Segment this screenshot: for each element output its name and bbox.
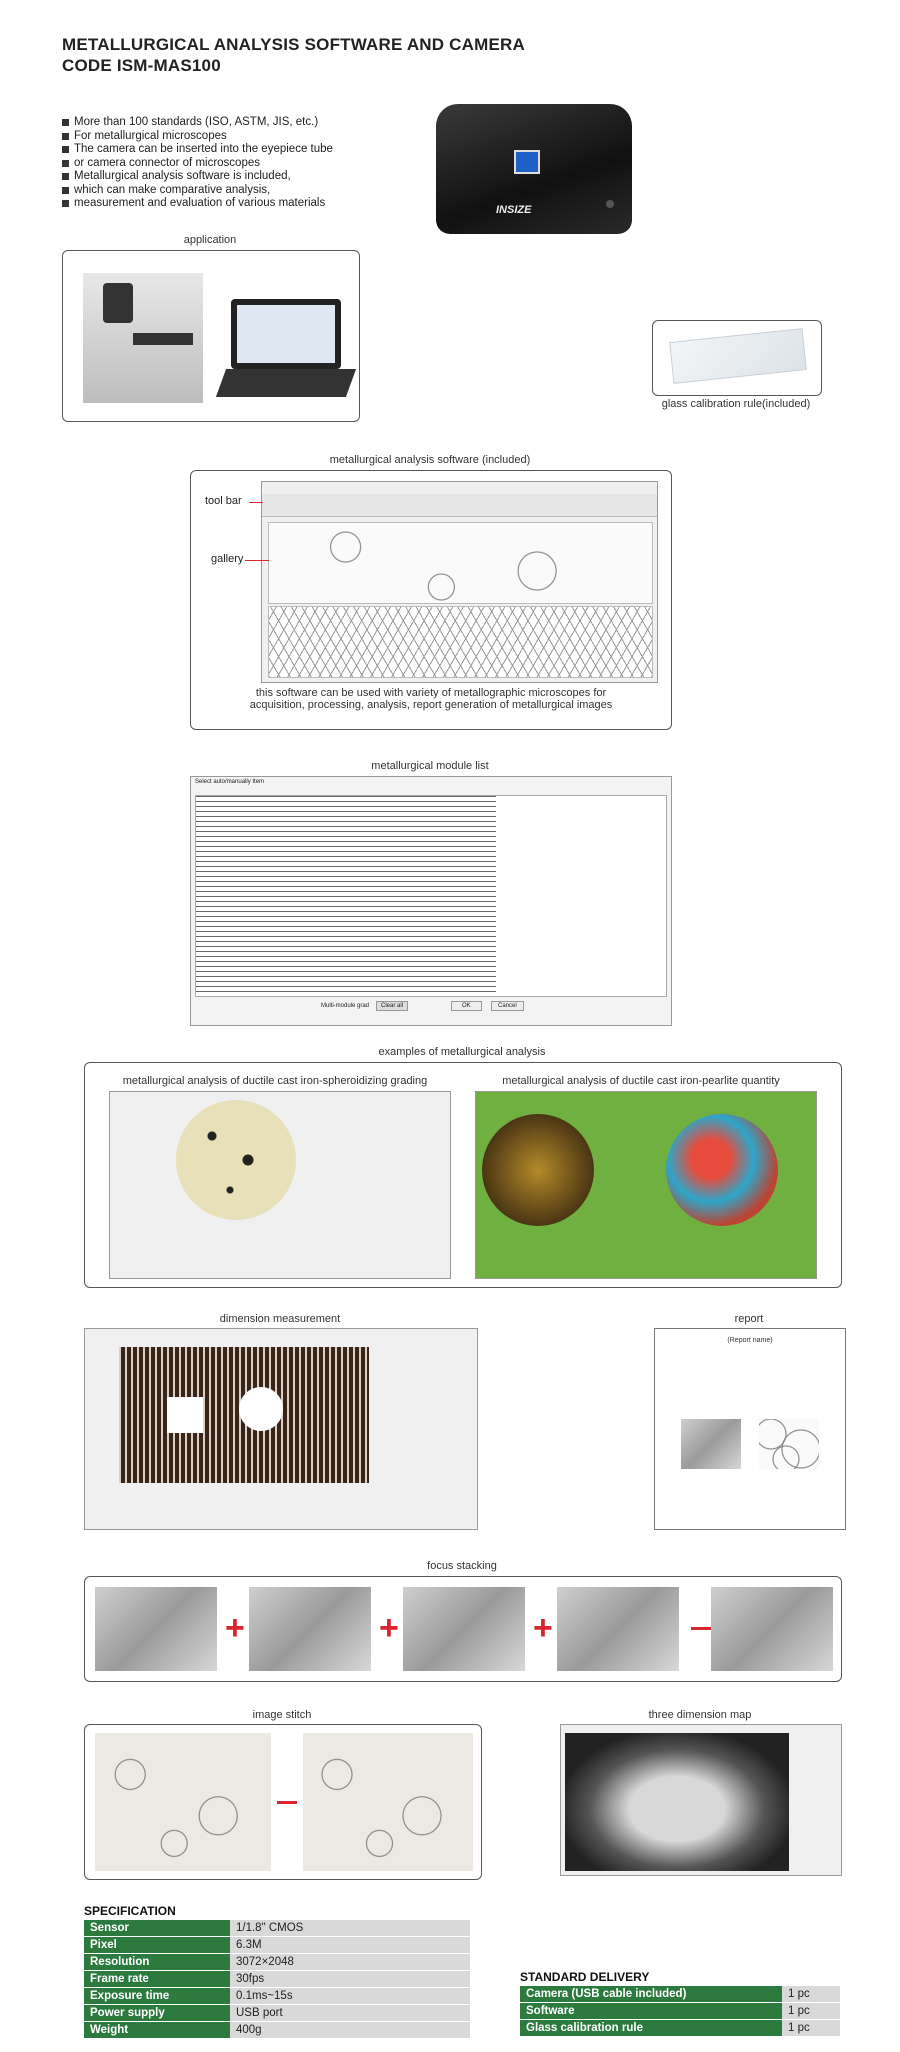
- focus-image-3: [403, 1587, 525, 1671]
- plus-icon: +: [533, 1609, 553, 1647]
- feature-item: which can make comparative analysis,: [62, 184, 333, 198]
- clear-all-button[interactable]: Clear all: [376, 1001, 408, 1011]
- led-icon: [606, 200, 614, 208]
- caption-report: report: [734, 1313, 764, 1325]
- laptop-image: [231, 299, 341, 369]
- table-row: Exposure time 0.1ms~15s: [84, 1988, 470, 2005]
- table-row: Resolution 3072×2048: [84, 1954, 470, 1971]
- calibration-rule-image: [669, 328, 807, 384]
- caption-application: application: [183, 234, 237, 246]
- specification-table: [84, 1920, 470, 2039]
- table-row: Power supply USB port: [84, 2005, 470, 2022]
- calibration-image-box: [652, 320, 822, 396]
- pearlite-sample-image: [482, 1114, 594, 1226]
- caption-calibration: glass calibration rule(included): [661, 398, 811, 410]
- title-line-1: METALLURGICAL ANALYSIS SOFTWARE AND CAMERA: [62, 35, 525, 54]
- feature-item: For metallurgical microscopes: [62, 130, 333, 144]
- feature-item: Metallurgical analysis software is included,: [62, 170, 333, 184]
- laptop-base: [216, 369, 356, 397]
- caption-three-d: three dimension map: [648, 1709, 752, 1721]
- caption-module-list: metallurgical module list: [371, 760, 489, 772]
- microscope-image: [83, 273, 203, 403]
- table-row: Software 1 pc: [520, 2003, 840, 2020]
- software-toolbar: [262, 494, 657, 517]
- cancel-button[interactable]: Cancel: [491, 1001, 524, 1011]
- table-row: Sensor 1/1.8" CMOS: [84, 1920, 470, 1937]
- gallery-thumbnails-row1: [268, 522, 653, 604]
- arrow-right-icon: [691, 1627, 711, 1630]
- software-desc-line-1: this software can be used with variety of metallographic microscopes for: [255, 687, 607, 699]
- table-row: Camera (USB cable included) 1 pc: [520, 1986, 840, 2003]
- feature-item: More than 100 standards (ISO, ASTM, JIS, etc.): [62, 116, 333, 130]
- module-window-title: Select auto/manually Item: [195, 779, 265, 785]
- example-right-window: [475, 1091, 817, 1279]
- standard-delivery-heading: STANDARD DELIVERY: [520, 1970, 650, 1984]
- software-desc-line-2: acquisition, processing, analysis, report generation of metallurgical images: [249, 699, 613, 711]
- module-list-window: [190, 776, 672, 1026]
- caption-stitch: image stitch: [252, 1709, 312, 1721]
- spheroidizing-sample-image: [176, 1100, 296, 1220]
- pearlite-analysis-image: [666, 1114, 778, 1226]
- caption-software: metallurgical analysis software (included): [329, 454, 531, 466]
- software-description: [191, 687, 671, 711]
- focus-result-image: [711, 1587, 833, 1671]
- report-sample-image: [681, 1419, 741, 1469]
- stitch-tiles-image: [95, 1733, 271, 1871]
- caption-example-right: metallurgical analysis of ductile cast iron-pearlite quantity: [502, 1075, 780, 1087]
- caption-focus: focus stacking: [427, 1560, 497, 1572]
- table-row: Pixel 6.3M: [84, 1937, 470, 1954]
- plus-icon: +: [225, 1609, 245, 1647]
- feature-item: The camera can be inserted into the eyepiece tube: [62, 143, 333, 157]
- plus-icon: +: [379, 1609, 399, 1647]
- software-box: [190, 470, 672, 730]
- gallery-pointer: [245, 560, 269, 561]
- feature-list: [62, 116, 333, 211]
- focus-image-2: [249, 1587, 371, 1671]
- arrow-right-icon: [277, 1801, 297, 1804]
- page-title: [62, 34, 525, 76]
- report-grain-image: [759, 1419, 819, 1469]
- tool-bar-pointer: [249, 502, 263, 503]
- usb-port-icon: [514, 150, 540, 174]
- specification-heading: SPECIFICATION: [84, 1904, 176, 1918]
- table-row: Weight 400g: [84, 2022, 470, 2039]
- three-d-window: [560, 1724, 842, 1876]
- title-line-2: CODE ISM-MAS100: [62, 56, 221, 75]
- caption-example-left: metallurgical analysis of ductile cast iron-spheroidizing grading: [122, 1075, 428, 1087]
- report-page: [654, 1328, 846, 1530]
- caption-tool-bar: tool bar: [205, 495, 242, 507]
- caption-examples: examples of metallurgical analysis: [378, 1046, 546, 1058]
- feature-item: or camera connector of microscopes: [62, 157, 333, 171]
- module-list: [195, 795, 667, 997]
- focus-box: [84, 1576, 842, 1682]
- examples-box: [84, 1062, 842, 1288]
- ok-button[interactable]: OK: [451, 1001, 482, 1011]
- example-left-window: [109, 1091, 451, 1279]
- stitch-result-image: [303, 1733, 473, 1871]
- multi-module-checkbox[interactable]: Multi-module grad: [321, 1003, 370, 1009]
- stitch-box: [84, 1724, 482, 1880]
- gallery-thumbnails-row2: [268, 606, 653, 678]
- camera-logo: INSIZE: [496, 204, 532, 216]
- software-window: [261, 481, 658, 683]
- camera-image: [436, 104, 632, 234]
- focus-image-1: [95, 1587, 217, 1671]
- three-d-map-image: [565, 1733, 789, 1871]
- table-row: Glass calibration rule 1 pc: [520, 2020, 840, 2037]
- caption-dimension: dimension measurement: [219, 1313, 341, 1325]
- report-title: (Report name): [727, 1337, 773, 1344]
- dimension-window: [84, 1328, 478, 1530]
- table-row: Frame rate 30fps: [84, 1971, 470, 1988]
- dimension-image: [119, 1347, 369, 1483]
- standard-delivery-table: [520, 1986, 840, 2037]
- focus-image-4: [557, 1587, 679, 1671]
- feature-item: measurement and evaluation of various materials: [62, 197, 333, 211]
- application-image: [62, 250, 360, 422]
- caption-gallery: gallery: [211, 553, 244, 565]
